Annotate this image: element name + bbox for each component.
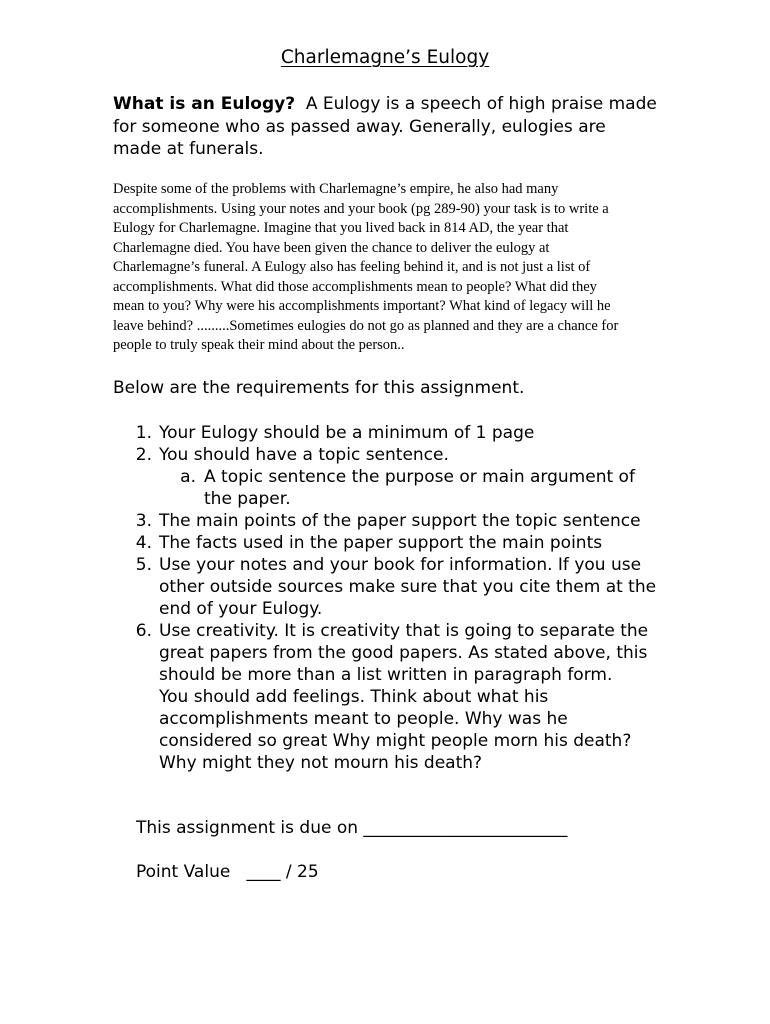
page-title: Charlemagne’s Eulogy [280,47,490,68]
requirement-number: a. [180,467,196,487]
definition-line-3: made at funerals. [113,139,264,159]
definition-line-2: for someone who as passed away. Generally, eulogies are [113,117,606,137]
requirement-line: end of your Eulogy. [159,599,323,619]
paragraph-line: Despite some of the problems with Charlemagne’s empire, he also had many [113,181,559,197]
paragraph-line: Eulogy for Charlemagne. Imagine that you lived back in 814 AD, the year that [113,220,569,236]
definition-text: A Eulogy is a speech of high praise made [305,94,657,114]
requirement-number: 2. [135,445,152,465]
due-date-label: This assignment is due on [136,818,359,838]
requirement-line: Your Eulogy should be a minimum of 1 page [159,423,535,443]
due-date-line [136,818,567,838]
requirement-line: great papers from the good papers. As stated above, this [159,643,648,663]
requirement-line: considered so great Why might people morn his death? [159,731,632,751]
point-value-label: Point Value [136,862,231,882]
requirement-line: the paper. [204,489,291,509]
requirement-line: You should add feelings. Think about what his [159,687,549,707]
paragraph-line: accomplishments. What did those accomplishments mean to people? What did they [113,279,597,295]
paragraph-line: people to truly speak their mind about the person.. [113,337,405,353]
requirement-line: Use creativity. It is creativity that is going to separate the [159,621,649,641]
requirement-line: The facts used in the paper support the main points [159,533,603,553]
requirement-number: 3. [135,511,152,531]
paragraph-line: accomplishments. Using your notes and your book (pg 289-90) your task is to write a [113,201,609,217]
requirement-number: 6. [135,621,152,641]
point-value-total: / 25 [285,862,319,882]
point-value-blank: ____ [246,862,281,882]
requirement-line: Why might they not mourn his death? [159,753,483,773]
requirement-number: 4. [135,533,152,553]
paragraph-line: Charlemagne died. You have been given the chance to deliver the eulogy at [113,240,550,256]
due-date-blank: ________________________ [363,818,568,838]
requirement-line: should be more than a list written in paragraph form. [159,665,613,685]
requirement-number: 5. [135,555,152,575]
requirement-number: 1. [135,423,152,443]
paragraph-line: Charlemagne’s funeral. A Eulogy also has feeling behind it, and is not just a list of [113,259,591,275]
paragraph-line: mean to you? Why were his accomplishments important? What kind of legacy will he [113,298,611,314]
requirements-heading: Below are the requirements for this assignment. [113,378,525,398]
requirement-line: other outside sources make sure that you cite them at the [159,577,657,597]
definition-line-1 [113,94,657,114]
requirement-line: The main points of the paper support the topic sentence [159,511,641,531]
requirement-line: A topic sentence the purpose or main argument of [204,467,635,487]
definition-question: What is an Eulogy? [113,94,296,114]
requirement-line: Use your notes and your book for information. If you use [159,555,642,575]
point-value-line [136,862,319,882]
requirement-line: You should have a topic sentence. [159,445,449,465]
requirement-line: accomplishments meant to people. Why was he [159,709,568,729]
paragraph-line: leave behind? .........Sometimes eulogies do not go as planned and they are a chance for [113,318,619,334]
